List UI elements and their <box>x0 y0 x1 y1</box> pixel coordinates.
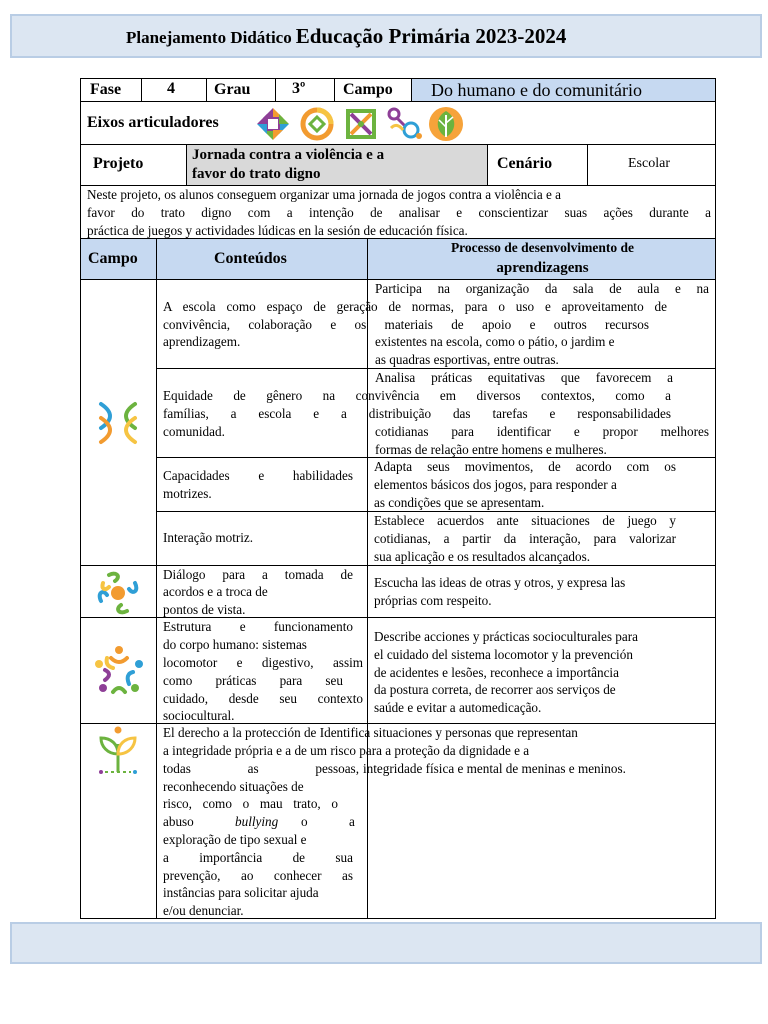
section3-campo-cell <box>80 617 157 724</box>
footer-banner <box>10 922 762 964</box>
fase-value-cell: 4 <box>141 78 207 102</box>
pensamiento-critico-icon <box>299 106 335 147</box>
section1-campo-cell <box>80 279 157 566</box>
section4-content: El derecho a la protección de Identifica situaciones y personas que representan a integridade própria e a de um risco para a proteção da dignidade e a todas as pessoas, integridade física e mental de meninas e meninos. reconhecendo situações de risco, como o mau trato, o abuso bullying o a exploração de tipo sexual e a importância de sua prevenção, ao conhecer as instâncias para solicitar ajuda e/ou denunciar. <box>156 723 716 919</box>
section3-right: Describe acciones y prácticas socioculturales para el cuidado del sistema locomotor y la prevención de acidentes e lesões, reconhece a importância da postura correta, de recorrer aos serviços de saúde e evitar a automedicação. <box>367 617 716 724</box>
vida-saludable-icon <box>343 106 379 147</box>
project-description: Neste projeto, os alunos conseguem organizar uma jornada de jogos contra a violência e a favor do trato digno com a intenção de analisar e conscientizar suas ações durante a práctica de juegos y actividades lúdicas en la sesión de educación física. <box>80 185 716 239</box>
section1-row4-right: Establece acuerdos ante situaciones de juego y cotidianas, a partir da interação, para valorizar sua aplicação e os resultados alcançados. <box>367 511 716 566</box>
igualdad-genero-icon <box>95 398 141 451</box>
section1-row3-right: Adapta seus movimentos, de acordo com os elementos básicos dos jogos, para responder a as condições que se apresentam. <box>367 457 716 512</box>
apropiacion-culturas-icon <box>427 105 465 148</box>
section1-row1: Participa na organização da sala de aula e na A escola como espaço de geração de normas, para o uso e aproveitamento de convivência, colaboração e os materiais de apoio e outros recursos existentes na escola, como o pátio, o jardim e aprendizagem. as quadras esportivas, entre outras. <box>156 279 716 369</box>
projeto-value-cell: Jornada contra a violência e a favor do trato digno <box>186 144 488 186</box>
cenario-label-cell: Cenário <box>487 144 588 186</box>
grau-value-cell: 3º <box>275 78 335 102</box>
fase-label-cell: Fase <box>80 78 142 102</box>
header-banner <box>10 14 762 58</box>
campo-label-cell: Campo <box>334 78 412 102</box>
section1-row3-left: Capacidades e habilidades motrizes. <box>156 457 368 512</box>
th-processo: Processo de desenvolvimento de aprendizagens <box>367 238 716 280</box>
campo-value-cell: Do humano e do comunitário <box>411 78 716 102</box>
section3-left: Estrutura e funcionamento do corpo humano: sistemas locomotor e digestivo, assim como práticas para seu cuidado, desde seu contexto sociocultural. <box>156 617 368 724</box>
vida-saludable-figures-icon <box>91 644 147 705</box>
cenario-value-cell: Escolar <box>587 144 716 186</box>
section4-campo-cell <box>80 723 157 919</box>
interculturalidad-icon <box>255 106 291 147</box>
section1-row4-left: Interação motriz. <box>156 511 368 566</box>
column-divider <box>367 723 368 919</box>
section1-row2: Analisa práticas equitativas que favorecem a Equidade de gênero na convivência em diversos contextos, como a famílias, a escola e a distribuição das tarefas e responsabilidades comunidad. cotidianas para identificar e propor melhores formas de relação entre homens e mulheres. <box>156 368 716 458</box>
column-divider <box>367 279 368 458</box>
th-conteudos: Conteúdos <box>156 238 368 280</box>
inclusion-circle-icon <box>95 569 141 620</box>
section2-campo-cell <box>80 565 157 618</box>
th-campo: Campo <box>80 238 157 280</box>
plant-sprout-icon <box>95 726 141 781</box>
eixos-row: Eixos articuladores <box>80 101 716 145</box>
section2-left: Diálogo para a tomada de acordos e a troca de pontos de vista. <box>156 565 368 618</box>
projeto-label-cell: Projeto <box>80 144 187 186</box>
grau-label-cell: Grau <box>206 78 276 102</box>
page-title: Planejamento Didático Educação Primária 2023-2024 <box>126 24 567 48</box>
section2-right: Escucha las ideas de otras y otros, y expresa las próprias com respeito. <box>367 565 716 618</box>
inclusion-icon <box>385 106 425 147</box>
